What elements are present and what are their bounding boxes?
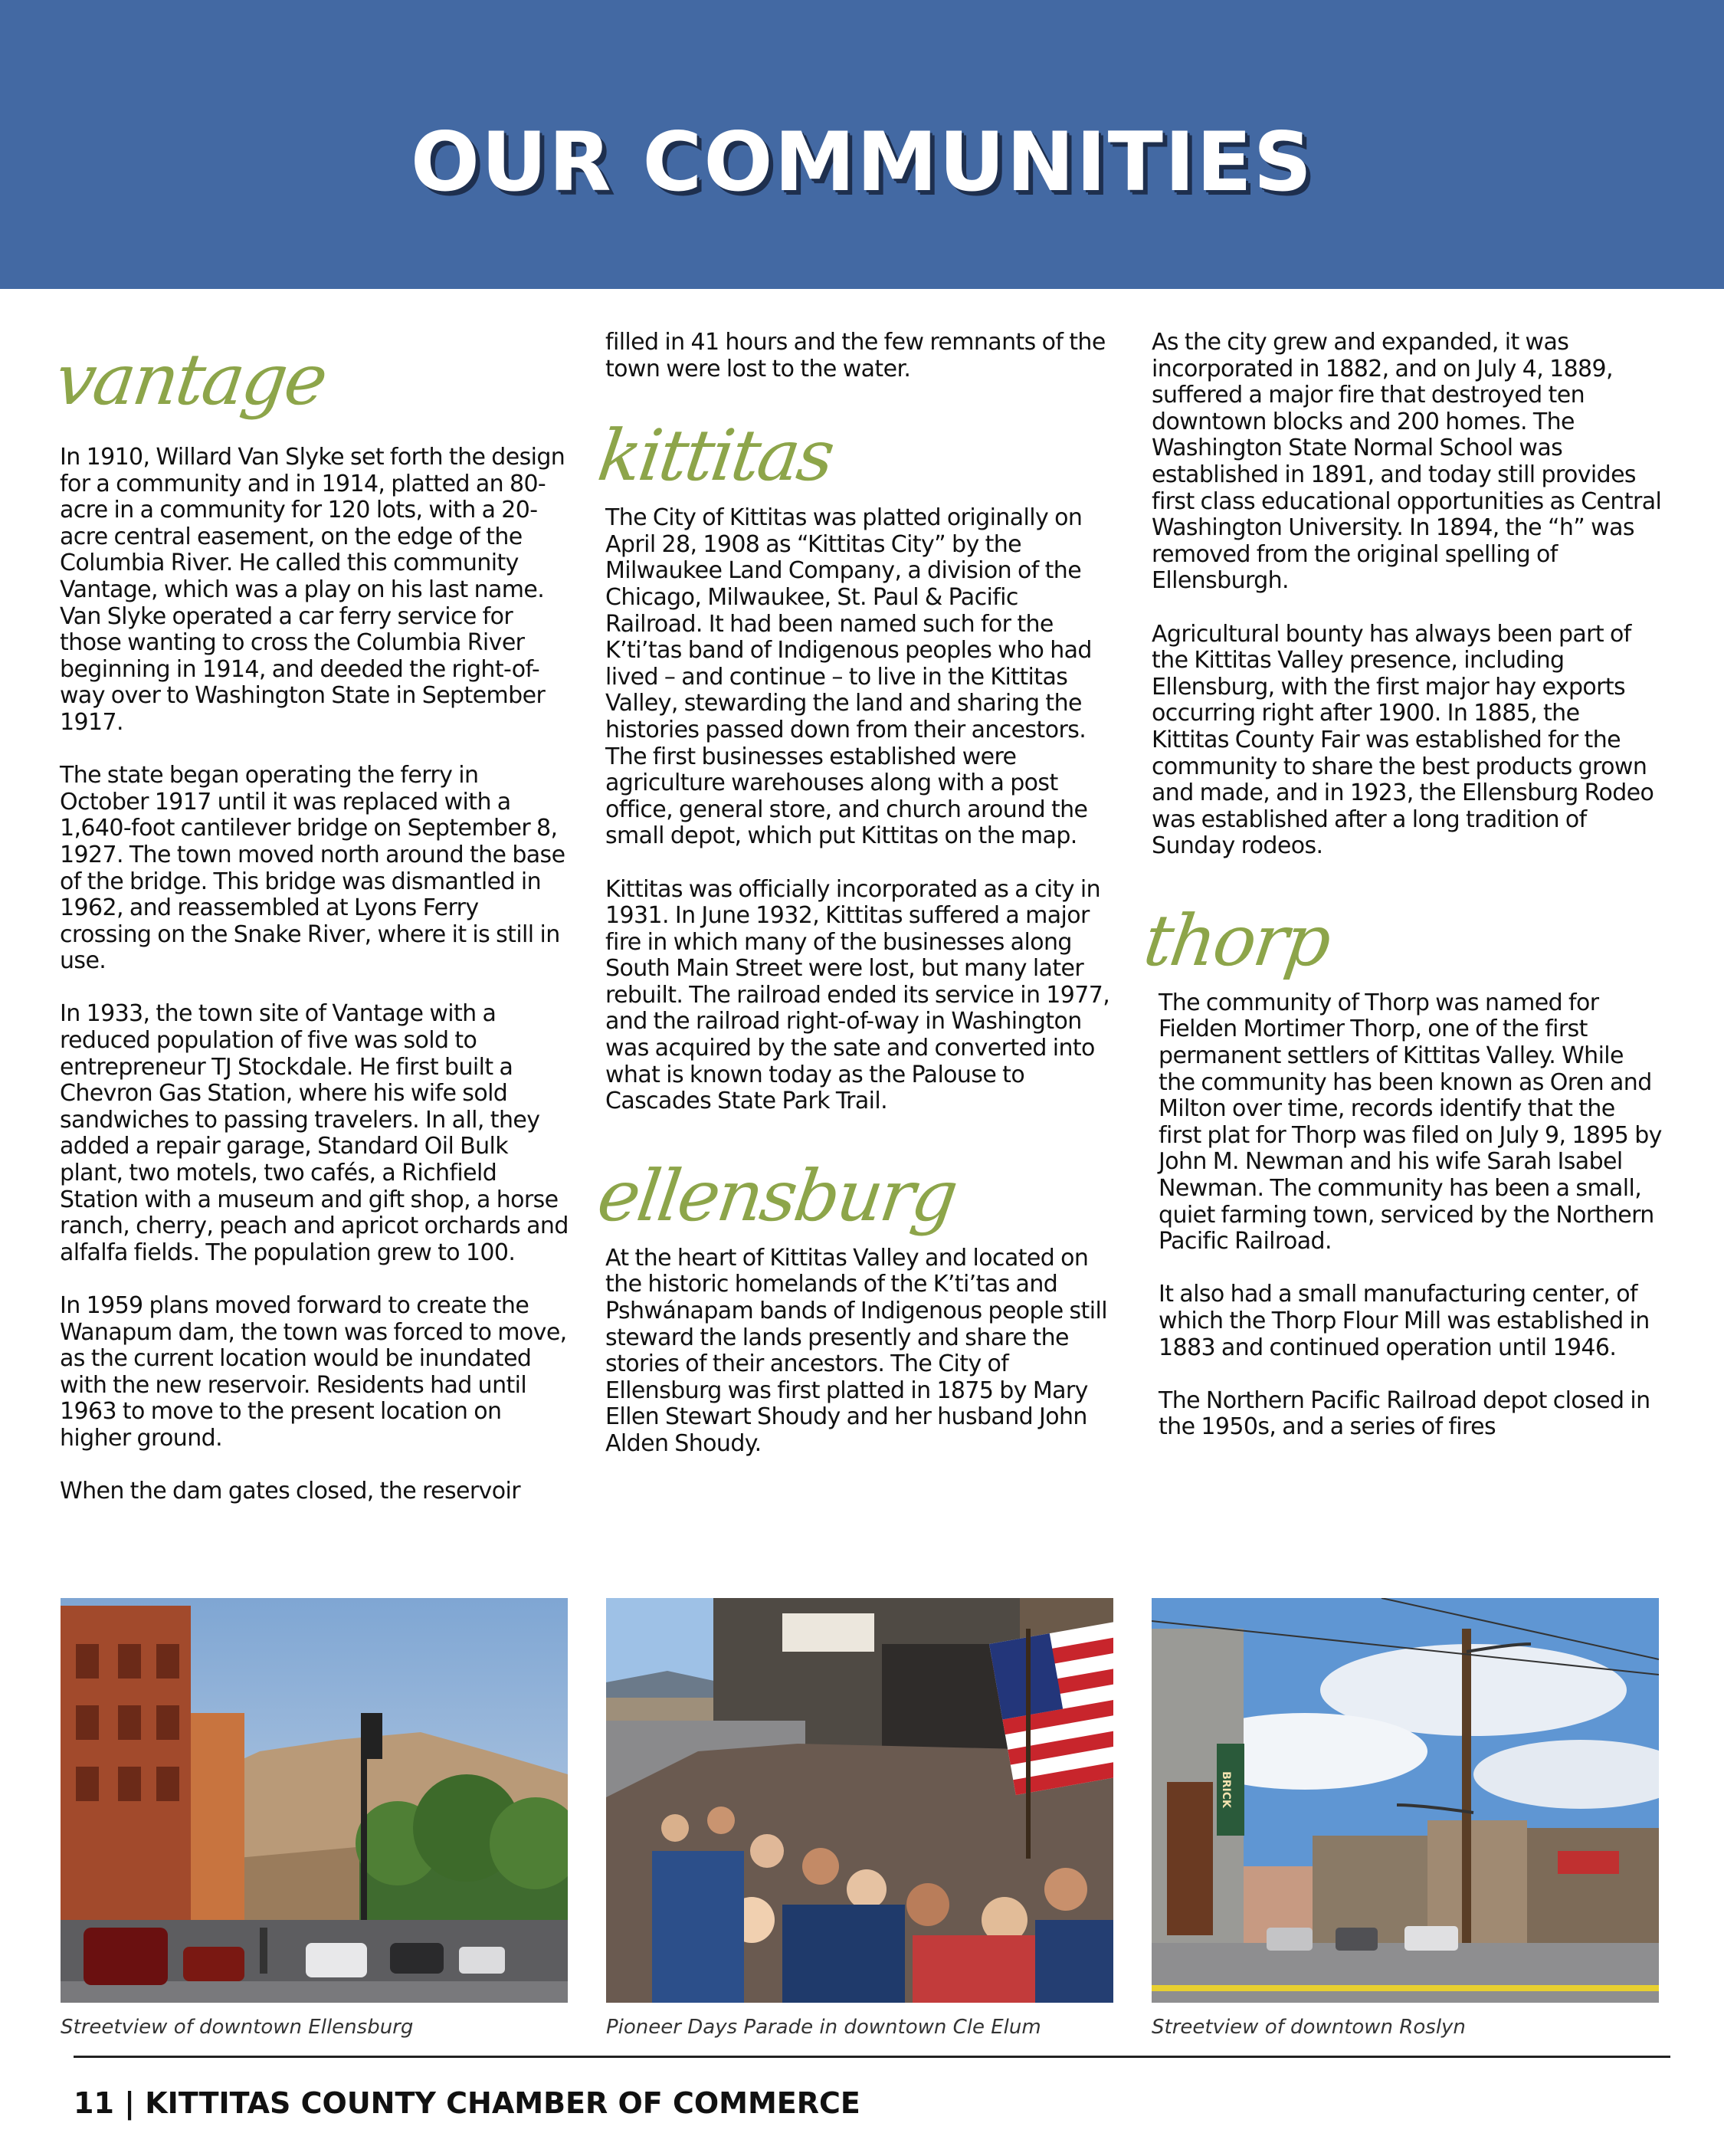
paragraph: At the heart of Kittitas Valley and located on the historic homelands of the K’ti’tas and Pshwánapam bands of Indigenous people still steward the lands presently and share the stories of their ancestors. The City of Ellensburg was first platted in 1875 by Mary Ellen Stewart Shoudy and her husband John Alden Shoudy. xyxy=(605,1244,1107,1457)
column-ellensburg-thorp xyxy=(1139,329,1662,1441)
paragraph: Agricultural bounty has always been part of the Kittitas Valley presence, including Ellensburg, with the first major hay exports occurring right after 1900. In 1885, the Kittitas County Fair was established for the community to share the best products grown and made, and in 1923, the Ellensburg Rodeo was established after a long tradition of Sunday rodeos. xyxy=(1152,620,1654,860)
paragraph: filled in 41 hours and the few remnants of the town were lost to the water. xyxy=(605,329,1106,382)
paragraph: The state began operating the ferry in October 1917 until it was replaced with a 1,640-foot cantilever bridge on September 8, 1927. The town moved north around the base of the bridge. This bridge was dismantled in 1962, and reassembled at Lyons Ferry crossing on the Snake River, where it is still in use. xyxy=(60,762,565,975)
paragraph: The Northern Pacific Railroad depot closed in the 1950s, and a series of fires xyxy=(1159,1386,1650,1441)
section-heading-ellensburg: ellensburg xyxy=(592,1154,961,1237)
paragraph: In 1959 plans moved forward to create the Wanapum dam, the town was forced to move, as the current location would be inundated with the new reservoir. Residents had until 1963 to move to the present location on higher ground. xyxy=(60,1292,567,1452)
photo-downtown-ellensburg xyxy=(61,1598,568,2003)
page-title: OUR COMMUNITIES xyxy=(410,115,1314,209)
paragraph: It also had a small manufacturing center, of which the Thorp Flour Mill was established in 1883 and continued operation until 1946. xyxy=(1159,1281,1650,1361)
section-heading-kittitas: kittitas xyxy=(593,415,837,497)
paragraph: As the city grew and expanded, it was incorporated in 1882, and on July 4, 1889, suffered a major fire that destroyed ten downtown blocks and 200 homes. The Washington State Normal School was established in 1891, and today still provides first class educational opportunities as Central Washington University. In 1894, the “h” was removed from the original spelling of Ellensburgh. xyxy=(1152,329,1662,595)
paragraph: Kittitas was officially incorporated as a city in 1931. In June 1932, Kittitas suffered a major fire in which many of the businesses along South Main Street were lost, but many later rebuilt. The railroad ended its service in 1977, and the railroad right-of-way in Washington was acquired by the sate and converted into what is known today as the Palouse to Cascades State Park Trail. xyxy=(605,875,1110,1115)
photo-pioneer-days-parade xyxy=(606,1598,1113,2003)
paragraph: In 1910, Willard Van Slyke set forth the design for a community and in 1914, platted an 80-acre in a community for 120 lots, with a 20-acre central easement, on the edge of the Columbia River. He called this community Vantage, which was a play on his last name. Van Slyke operated a car ferry service for those wanting to cross the Columbia River beginning in 1914, and deeded the right-of-way over to Washington State in September 1917. xyxy=(60,444,565,736)
column-kittitas-ellensburg xyxy=(592,329,1116,1458)
photo-caption: Streetview of downtown Ellensburg xyxy=(61,2016,414,2039)
paragraph: The City of Kittitas was platted originally on April 28, 1908 as “Kittitas City” by the Milwaukee Land Company, a division of the Chicago, Milwaukee, St. Paul & Pacific Railroad. It had been named such for the K’ti’tas band of Indigenous peoples who had lived – and continue – to live in the Kittitas Valley, stewarding the land and sharing the histories passed down from their ancestors. The first businesses established were agriculture warehouses along with a post office, general store, and church around the small depot, which put Kittitas on the map. xyxy=(605,504,1092,850)
photo-caption: Pioneer Days Parade in downtown Cle Elum xyxy=(606,2016,1041,2039)
section-heading-vantage: vantage xyxy=(50,339,331,421)
footer-divider xyxy=(74,2056,1670,2058)
page-header xyxy=(0,0,1724,289)
paragraph: When the dam gates closed, the reservoir xyxy=(60,1478,520,1505)
photo-caption: Streetview of downtown Roslyn xyxy=(1152,2016,1466,2039)
paragraph: The community of Thorp was named for Fielden Mortimer Thorp, one of the first permanent settlers of Kittitas Valley. While the community has been known as Oren and Milton over time, records identify that the first plat for Thorp was filed on July 9, 1895 by John M. Newman and his wife Sarah Isabel Newman. The community has been a small, quiet farming town, serviced by the Northern Pacific Railroad. xyxy=(1159,989,1662,1255)
page-footer: 11 | KITTITAS COUNTY CHAMBER OF COMMERCE xyxy=(74,2086,860,2120)
column-vantage xyxy=(50,330,570,1505)
paragraph: In 1933, the town site of Vantage with a reduced population of five was sold to entrepreneur TJ Stockdale. He first built a Chevron Gas Station, where his wife sold sandwiches to passing travelers. In all, they added a repair garage, Standard Oil Bulk plant, two motels, two cafés, a Richfield Station with a museum and gift shop, a horse ranch, cherry, peach and apricot orchards and alfalfa fields. The population grew to 100. xyxy=(60,1000,569,1266)
photo-downtown-roslyn xyxy=(1152,1598,1659,2003)
brick-sign-text: BRICK xyxy=(1220,1771,1232,1808)
section-heading-thorp: thorp xyxy=(1139,899,1335,982)
